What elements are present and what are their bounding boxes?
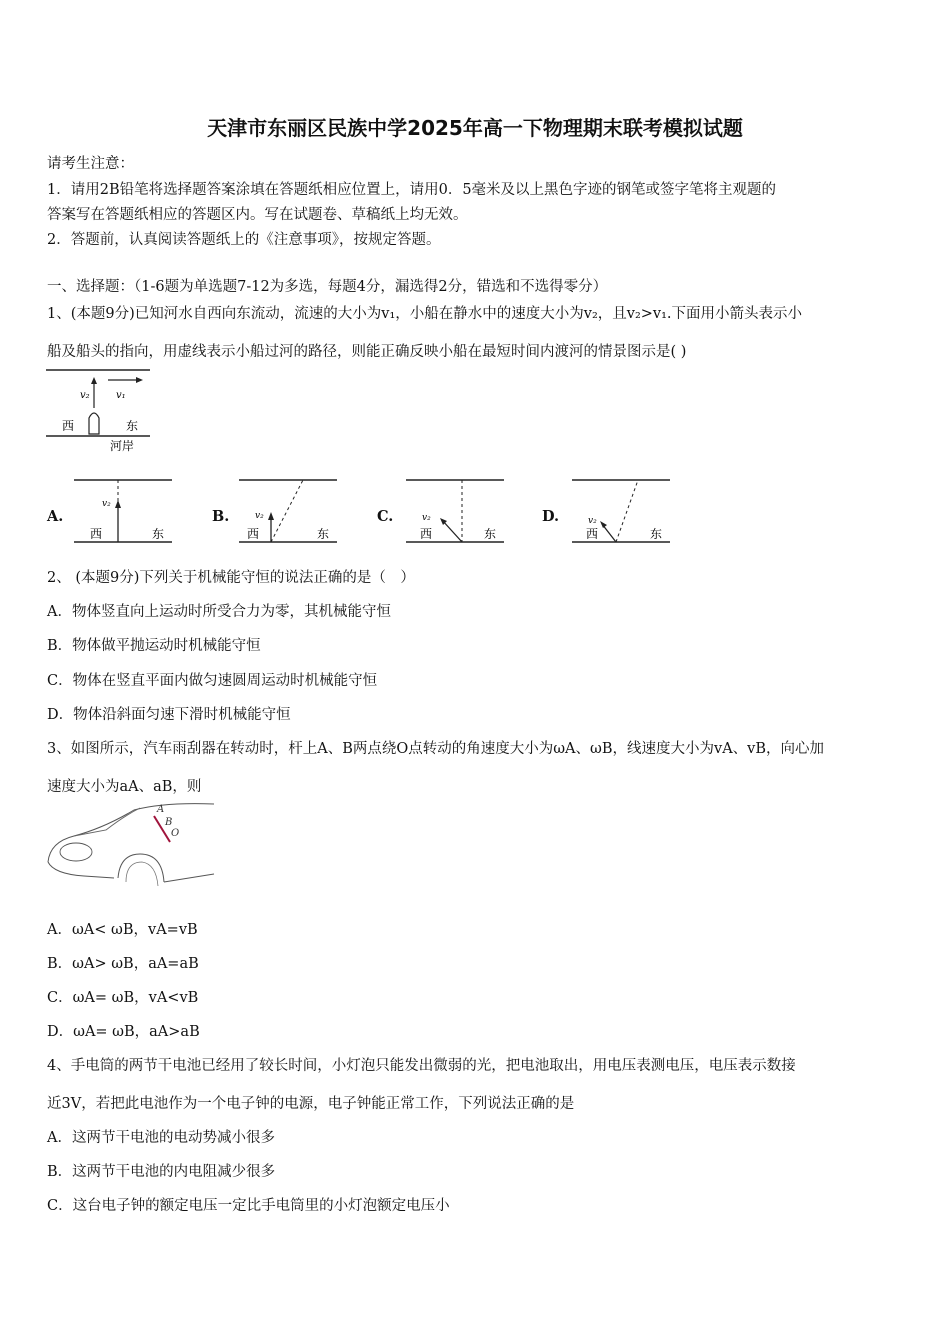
q4-stem-line-2: 近3V，若把此电池作为一个电子钟的电源，电子钟能正常工作，下列说法正确的是 [47,1096,575,1112]
q1-option-b-v2: v₂ [255,511,264,521]
q1-fig-v2: v₂ [80,390,90,401]
q1-stem-line-1: 1、(本题9分)已知河水自西向东流动，流速的大小为v₁，小船在静水中的速度大小为v₂，且v₂>v₁.下面用小箭头表示小 [47,306,803,322]
q1-option-d-west: 西 [586,527,599,541]
q3-option-c: C．ωA= ωB，vA<vB [47,990,199,1006]
q1-option-d-east: 东 [650,527,663,541]
q3-option-b: B．ωA> ωB，aA=aB [47,956,199,972]
q1-option-b-label: B. [212,508,230,525]
q3-option-a: A．ωA< ωB，vA=vB [47,922,198,938]
q1-fig-bank: 河岸 [110,439,135,453]
q3-stem-line-2: 速度大小为aA、aB，则 [47,779,202,795]
page-title: 天津市东丽区民族中学2025年高一下物理期末联考模拟试题 [207,116,743,140]
q3-fig-label-b: B [165,817,173,828]
notice-item-1-line-1: 1．请用2B铅笔将选择题答案涂填在答题纸相应位置上，请用0．5毫米及以上黑色字迹的钢笔或签字笔将主观题的 [47,182,777,198]
q1-option-c-west: 西 [420,527,433,541]
q1-option-a-west: 西 [90,527,103,541]
q1-option-c-v2: v₂ [422,513,431,523]
q2-stem: 2、 (本题9分)下列关于机械能守恒的说法正确的是（ ） [47,570,415,586]
q1-stem-line-2: 船及船头的指向，用虚线表示小船过河的路径，则能正确反映小船在最短时间内渡河的情景图示是( ) [47,344,687,360]
q1-option-d-v2: v₂ [588,516,597,526]
notice-item-2: 2．答题前，认真阅读答题纸上的《注意事项》，按规定答题。 [47,232,441,248]
q1-fig-east: 东 [126,419,139,433]
q3-fig-label-a: A [157,804,165,815]
q3-car-wiper-figure [44,802,220,890]
notice-item-1-line-2: 答案写在答题纸相应的答题区内。写在试题卷、草稿纸上均无效。 [47,207,468,223]
q2-option-c: C．物体在竖直平面内做匀速圆周运动时机械能守恒 [47,673,378,689]
q1-option-d-label: D. [542,508,560,525]
q4-option-b: B．这两节干电池的内电阻减少很多 [47,1164,276,1180]
q3-stem-line-1: 3、如图所示，汽车雨刮器在转动时，杆上A、B两点绕O点转动的角速度大小为ωA、ωB，线速度大小为vA、vB，向心加 [47,741,825,757]
q1-fig-west: 西 [62,419,75,433]
q1-option-b-east: 东 [317,527,330,541]
q3-fig-label-o: O [171,828,180,839]
notice-heading: 请考生注意： [47,156,134,172]
q3-option-d: D．ωA= ωB，aA>aB [47,1024,200,1040]
q4-option-c: C．这台电子钟的额定电压一定比手电筒里的小灯泡额定电压小 [47,1198,450,1214]
q2-option-a: A．物体竖直向上运动时所受合力为零，其机械能守恒 [47,604,391,620]
q1-option-a-figure [72,476,174,546]
q1-option-b-west: 西 [247,527,260,541]
q1-option-a-label: A. [47,508,64,525]
q4-option-a: A．这两节干电池的电动势减小很多 [47,1130,275,1146]
q2-option-d: D．物体沿斜面匀速下滑时机械能守恒 [47,707,291,723]
q1-option-a-v2: v₂ [102,499,111,509]
q1-option-b-figure [237,476,339,546]
q1-fig-v1: v₁ [116,390,126,401]
q1-river-figure [44,366,154,456]
q2-option-b: B．物体做平抛运动时机械能守恒 [47,638,261,654]
q1-option-d-figure [570,476,672,546]
q1-option-a-east: 东 [152,527,165,541]
q1-option-c-label: C. [377,508,394,525]
q1-option-c-figure [404,476,506,546]
q1-option-c-east: 东 [484,527,497,541]
section-heading: 一、选择题：（1-6题为单选题7-12为多选，每题4分，漏选得2分，错选和不选得零分） [47,279,608,295]
q4-stem-line-1: 4、手电筒的两节干电池已经用了较长时间，小灯泡只能发出微弱的光，把电池取出，用电压表测电压，电压表示数接 [47,1058,796,1074]
